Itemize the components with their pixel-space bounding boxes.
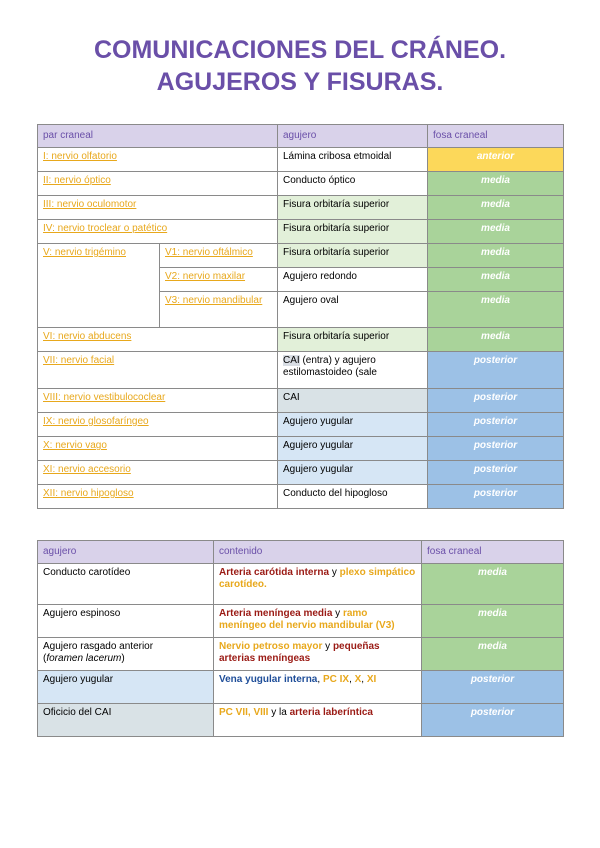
content-sep: y <box>332 608 343 619</box>
nerve-link[interactable]: VII: nervio facial <box>43 355 115 366</box>
fosa-badge: media <box>422 564 564 605</box>
nerve-link[interactable]: IV: nervio troclear o patético <box>43 223 168 234</box>
cranial-nerves-table <box>37 124 564 509</box>
nerve-branch-link[interactable]: V2: nervio maxilar <box>165 271 246 282</box>
agujero-cell: Agujero yugular <box>278 413 428 437</box>
table-header-row <box>38 541 564 564</box>
content-sep: y <box>329 567 340 578</box>
fosa-badge: media <box>428 220 564 244</box>
fosa-badge: media <box>428 292 564 328</box>
agujero-cell: Conducto óptico <box>278 172 428 196</box>
agujero-cell: Agujero espinoso <box>38 605 214 638</box>
content-nerve: X <box>354 674 362 685</box>
table-header-row <box>38 125 564 148</box>
agujero-cell: Conducto carotídeo <box>38 564 214 605</box>
agujero-cell: Fisura orbitaría superior <box>278 196 428 220</box>
agujero-cell: Agujero rasgado anterior (foramen lacerum) <box>38 638 214 671</box>
table-row <box>38 148 564 172</box>
table-row <box>38 172 564 196</box>
header-agujero: agujero <box>278 125 428 148</box>
agujero-cell: Fisura orbitaría superior <box>278 328 428 352</box>
table-row <box>38 437 564 461</box>
header-agujero: agujero <box>38 541 214 564</box>
nerve-branch-link[interactable]: V1: nervio oftálmico <box>165 247 253 258</box>
table-row <box>38 704 564 737</box>
content-nerve: plexo simpático carotídeo. <box>219 567 416 590</box>
nerve-link[interactable]: XI: nervio accesorio <box>43 464 131 475</box>
fosa-badge: posterior <box>428 461 564 485</box>
table-row <box>38 220 564 244</box>
content-artery: arteria laberíntica <box>289 707 373 718</box>
agujero-cell: Agujero redondo <box>278 268 428 292</box>
content-artery: Arteria carótida interna <box>219 567 330 578</box>
fosa-badge: posterior <box>428 485 564 509</box>
agujero-cell: Fisura orbitaría superior <box>278 244 428 268</box>
nerve-link[interactable]: VIII: nervio vestibulococlear <box>43 392 166 403</box>
content-artery: Arteria meníngea media <box>219 608 333 619</box>
table-row <box>38 461 564 485</box>
contenido-cell <box>214 704 422 737</box>
nerve-link[interactable]: X: nervio vago <box>43 440 107 451</box>
content-nerve: PC VII, VIII <box>219 707 269 718</box>
table-row <box>38 638 564 671</box>
table-row <box>38 413 564 437</box>
fosa-badge: posterior <box>422 704 564 737</box>
header-fosa-craneal: fosa craneal <box>428 125 564 148</box>
fosa-badge: posterior <box>428 413 564 437</box>
content-nerve: Nervio petroso mayor <box>219 641 323 652</box>
content-nerve: ramo meníngeo del nervio mandibular (V3) <box>219 608 395 631</box>
table-row <box>38 328 564 352</box>
agujero-cell: Agujero oval <box>278 292 428 328</box>
nerve-link[interactable]: II: nervio óptico <box>43 175 111 186</box>
content-sep: , <box>349 674 355 685</box>
table-row <box>38 196 564 220</box>
page-title <box>0 34 600 98</box>
content-sep: , <box>361 674 367 685</box>
fosa-badge: posterior <box>422 671 564 704</box>
agujero-cell: Agujero yugular <box>278 437 428 461</box>
header-par-craneal: par craneal <box>38 125 278 148</box>
nerve-link[interactable]: VI: nervio abducens <box>43 331 132 342</box>
agujero-name: Agujero rasgado anterior <box>43 641 154 652</box>
nerve-link[interactable]: I: nervio olfatorio <box>43 151 117 162</box>
content-sep: y la <box>268 707 290 718</box>
agujero-cell: CAI <box>278 389 428 413</box>
agujero-cell: Lámina cribosa etmoidal <box>278 148 428 172</box>
table-row <box>38 244 564 268</box>
table-row <box>38 389 564 413</box>
fosa-badge: media <box>428 328 564 352</box>
nerve-link[interactable]: III: nervio oculomotor <box>43 199 137 210</box>
title-line-2: AGUJEROS Y FISURAS. <box>156 68 444 96</box>
header-contenido: contenido <box>214 541 422 564</box>
content-sep: y <box>322 641 333 652</box>
agujero-text: (entra) y agujero estilomastoideo (sale <box>283 355 377 378</box>
foramina-contents-table <box>37 540 564 737</box>
content-artery: pequeñas arterias meníngeas <box>219 641 380 664</box>
nerve-link[interactable]: XII: nervio hipogloso <box>43 488 134 499</box>
content-vein: Vena yugular interna <box>219 674 318 685</box>
table-row <box>38 671 564 704</box>
nerve-link[interactable]: IX: nervio glosofaríngeo <box>43 416 149 427</box>
fosa-badge: posterior <box>428 352 564 389</box>
agujero-highlight: CAI <box>283 355 300 366</box>
agujero-cell: Oficicio del CAI <box>38 704 214 737</box>
nerve-branch-link[interactable]: V3: nervio mandibular <box>165 295 263 306</box>
header-fosa-craneal: fosa craneal <box>422 541 564 564</box>
content-nerve: XI <box>366 674 377 685</box>
contenido-cell <box>214 638 422 671</box>
fosa-badge: media <box>428 244 564 268</box>
agujero-cell: Conducto del hipogloso <box>278 485 428 509</box>
fosa-badge: media <box>428 268 564 292</box>
table-row <box>38 564 564 605</box>
agujero-cell: Fisura orbitaría superior <box>278 220 428 244</box>
contenido-cell <box>214 564 422 605</box>
agujero-cell <box>278 352 428 389</box>
agujero-latin-name: foramen lacerum <box>46 653 122 664</box>
fosa-badge: anterior <box>428 148 564 172</box>
fosa-badge: media <box>422 605 564 638</box>
fosa-badge: media <box>422 638 564 671</box>
agujero-cell: Agujero yugular <box>38 671 214 704</box>
title-line-1: COMUNICACIONES DEL CRÁNEO. <box>93 36 507 64</box>
table-row <box>38 605 564 638</box>
content-nerve: PC IX <box>322 674 350 685</box>
nerve-link[interactable]: V: nervio trigémino <box>43 247 126 258</box>
contenido-cell <box>214 671 422 704</box>
fosa-badge: media <box>428 172 564 196</box>
contenido-cell <box>214 605 422 638</box>
agujero-cell: Agujero yugular <box>278 461 428 485</box>
table-row <box>38 485 564 509</box>
fosa-badge: posterior <box>428 437 564 461</box>
fosa-badge: media <box>428 196 564 220</box>
content-sep: , <box>317 674 323 685</box>
table-row <box>38 352 564 389</box>
fosa-badge: posterior <box>428 389 564 413</box>
